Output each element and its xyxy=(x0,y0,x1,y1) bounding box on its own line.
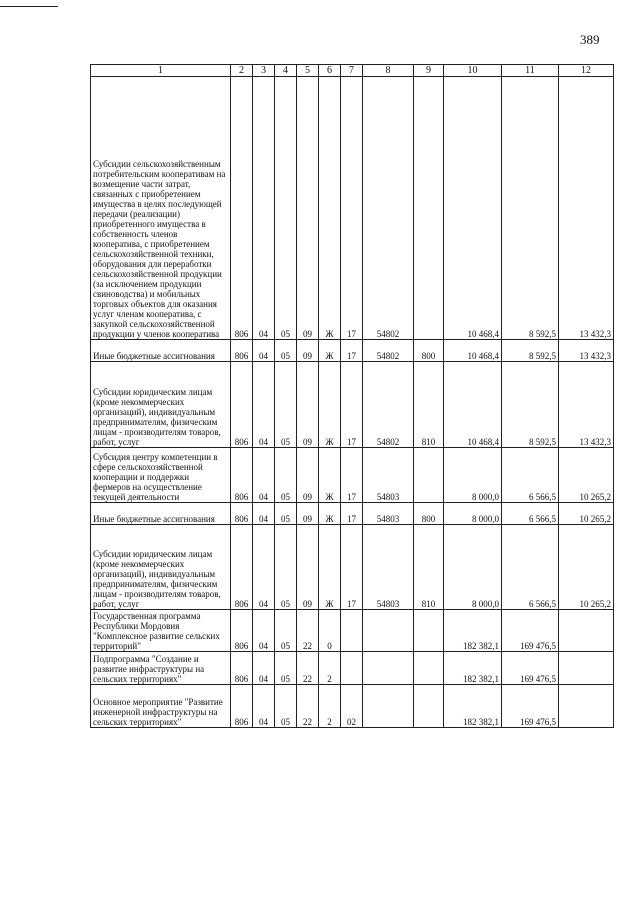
page-number: 389 xyxy=(580,32,600,47)
cell-c10: 10 468,4 xyxy=(444,77,502,340)
cell-c12 xyxy=(559,610,614,652)
cell-c2: 806 xyxy=(231,503,253,525)
cell-c9 xyxy=(414,685,444,728)
cell-c5: 09 xyxy=(297,503,319,525)
cell-c11: 6 566,5 xyxy=(502,503,559,525)
cell-c7: 17 xyxy=(341,448,363,503)
cell-c2: 806 xyxy=(231,525,253,610)
cell-c2: 806 xyxy=(231,685,253,728)
cell-c11: 6 566,5 xyxy=(502,448,559,503)
cell-c6: Ж xyxy=(319,448,341,503)
cell-c7: 17 xyxy=(341,77,363,340)
cell-c3: 04 xyxy=(253,503,275,525)
cell-c12: 10 265,2 xyxy=(559,503,614,525)
cell-c3: 04 xyxy=(253,362,275,448)
cell-c7: 17 xyxy=(341,503,363,525)
cell-c5: 09 xyxy=(297,362,319,448)
cell-c6: 0 xyxy=(319,610,341,652)
cell-c11: 8 592,5 xyxy=(502,340,559,362)
cell-c9: 800 xyxy=(414,503,444,525)
cell-c8: 54802 xyxy=(363,340,414,362)
header-cell: 3 xyxy=(253,65,275,77)
cell-c5: 22 xyxy=(297,652,319,685)
cell-c8: 54802 xyxy=(363,77,414,340)
cell-c11: 8 592,5 xyxy=(502,77,559,340)
cell-c9: 810 xyxy=(414,525,444,610)
cell-c3: 04 xyxy=(253,610,275,652)
cell-c10: 8 000,0 xyxy=(444,448,502,503)
cell-c5: 09 xyxy=(297,77,319,340)
cell-c10: 182 382,1 xyxy=(444,652,502,685)
row-name: Основное мероприятие "Развитие инженерной инфраструктуры на сельских территориях" xyxy=(91,685,231,728)
cell-c11: 169 476,5 xyxy=(502,685,559,728)
cell-c4: 05 xyxy=(275,685,297,728)
cell-c2: 806 xyxy=(231,610,253,652)
cell-c9: 800 xyxy=(414,340,444,362)
header-cell: 11 xyxy=(502,65,559,77)
cell-c2: 806 xyxy=(231,77,253,340)
cell-c12 xyxy=(559,652,614,685)
cell-c4: 05 xyxy=(275,610,297,652)
header-cell: 5 xyxy=(297,65,319,77)
cell-c10: 8 000,0 xyxy=(444,525,502,610)
cell-c8: 54802 xyxy=(363,362,414,448)
header-cell: 4 xyxy=(275,65,297,77)
cell-c9 xyxy=(414,77,444,340)
cell-c8: 54803 xyxy=(363,525,414,610)
header-cell: 9 xyxy=(414,65,444,77)
cell-c4: 05 xyxy=(275,362,297,448)
cell-c9 xyxy=(414,610,444,652)
cell-c12 xyxy=(559,685,614,728)
cell-c10: 182 382,1 xyxy=(444,610,502,652)
cell-c5: 22 xyxy=(297,685,319,728)
cell-c9: 810 xyxy=(414,362,444,448)
table-row xyxy=(91,503,614,525)
row-name: Подпрограмма "Создание и развитие инфраструктуры на сельских территориях" xyxy=(91,652,231,685)
cell-c4: 05 xyxy=(275,525,297,610)
cell-c10: 8 000,0 xyxy=(444,503,502,525)
cell-c3: 04 xyxy=(253,652,275,685)
header-cell: 6 xyxy=(319,65,341,77)
cell-c7: 02 xyxy=(341,685,363,728)
header-cell: 10 xyxy=(444,65,502,77)
cell-c10: 182 382,1 xyxy=(444,685,502,728)
header-cell: 1 xyxy=(91,65,231,77)
cell-c2: 806 xyxy=(231,362,253,448)
row-name: Иные бюджетные ассигнования xyxy=(91,503,231,525)
cell-c6: Ж xyxy=(319,77,341,340)
table-row xyxy=(91,77,614,340)
cell-c8 xyxy=(363,610,414,652)
cell-c6: Ж xyxy=(319,340,341,362)
table-row xyxy=(91,448,614,503)
table-row xyxy=(91,362,614,448)
cell-c8 xyxy=(363,685,414,728)
cell-c10: 10 468,4 xyxy=(444,340,502,362)
row-name: Субсидия центру компетенции в сфере сельскохозяйственной кооперации и поддержки фермеров на осуществление текущей деятельности xyxy=(91,448,231,503)
table-row xyxy=(91,652,614,685)
cell-c4: 05 xyxy=(275,652,297,685)
header-row xyxy=(91,65,614,77)
budget-table xyxy=(90,64,614,728)
cell-c3: 04 xyxy=(253,525,275,610)
row-name: Субсидии юридическим лицам (кроме некоммерческих организаций), индивидуальным предпринимателям, физическим лицам - производителям товаров, работ, услуг xyxy=(91,362,231,448)
cell-c5: 22 xyxy=(297,610,319,652)
header-cell: 8 xyxy=(363,65,414,77)
cell-c11: 6 566,5 xyxy=(502,525,559,610)
cell-c5: 09 xyxy=(297,448,319,503)
cell-c4: 05 xyxy=(275,77,297,340)
cell-c3: 04 xyxy=(253,77,275,340)
cell-c3: 04 xyxy=(253,340,275,362)
cell-c12: 10 265,2 xyxy=(559,525,614,610)
cell-c11: 169 476,5 xyxy=(502,610,559,652)
cell-c9 xyxy=(414,448,444,503)
row-name: Субсидии юридическим лицам (кроме некоммерческих организаций), индивидуальным предпринимателям, физическим лицам - производителям товаров, работ, услуг xyxy=(91,525,231,610)
cell-c12: 13 432,3 xyxy=(559,362,614,448)
cell-c12: 13 432,3 xyxy=(559,340,614,362)
row-name: Иные бюджетные ассигнования xyxy=(91,340,231,362)
cell-c8: 54803 xyxy=(363,503,414,525)
cell-c6: Ж xyxy=(319,503,341,525)
cell-c2: 806 xyxy=(231,448,253,503)
cell-c3: 04 xyxy=(253,685,275,728)
cell-c4: 05 xyxy=(275,448,297,503)
cell-c7: 17 xyxy=(341,362,363,448)
cell-c7: 17 xyxy=(341,525,363,610)
table-row xyxy=(91,610,614,652)
cell-c4: 05 xyxy=(275,503,297,525)
cell-c6: 2 xyxy=(319,652,341,685)
cell-c11: 169 476,5 xyxy=(502,652,559,685)
header-cell: 7 xyxy=(341,65,363,77)
header-cell: 12 xyxy=(559,65,614,77)
cell-c8: 54803 xyxy=(363,448,414,503)
cell-c10: 10 468,4 xyxy=(444,362,502,448)
cell-c9 xyxy=(414,652,444,685)
cell-c11: 8 592,5 xyxy=(502,362,559,448)
cell-c12: 10 265,2 xyxy=(559,448,614,503)
header-cell: 2 xyxy=(231,65,253,77)
cell-c2: 806 xyxy=(231,652,253,685)
row-name: Субсидии сельскохозяйственным потребительским кооперативам на возмещение части затрат, связанных с приобретением имущества в целях последующей передачи (реализации) приобретенного имущества в собственность членов кооператива, с приобретением сельскохозяйственной техники, оборудования для переработки сельскохозяйственной продукции (за исключением продукции свиноводства) и мобильных торговых объектов для оказания услуг членам кооператива, с закупкой сельскохозяйственной продукции у членов кооператива xyxy=(91,77,231,340)
cell-c7 xyxy=(341,610,363,652)
cell-c3: 04 xyxy=(253,448,275,503)
cell-c8 xyxy=(363,652,414,685)
cell-c5: 09 xyxy=(297,525,319,610)
row-name: Государственная программа Республики Мордовия "Комплексное развитие сельских территорий" xyxy=(91,610,231,652)
cell-c12: 13 432,3 xyxy=(559,77,614,340)
cell-c6: Ж xyxy=(319,362,341,448)
cell-c4: 05 xyxy=(275,340,297,362)
cell-c5: 09 xyxy=(297,340,319,362)
cell-c6: 2 xyxy=(319,685,341,728)
table-row xyxy=(91,525,614,610)
cell-c2: 806 xyxy=(231,340,253,362)
table-row xyxy=(91,685,614,728)
table-row xyxy=(91,340,614,362)
top-rule xyxy=(0,6,58,7)
cell-c7: 17 xyxy=(341,340,363,362)
cell-c6: Ж xyxy=(319,525,341,610)
cell-c7 xyxy=(341,652,363,685)
